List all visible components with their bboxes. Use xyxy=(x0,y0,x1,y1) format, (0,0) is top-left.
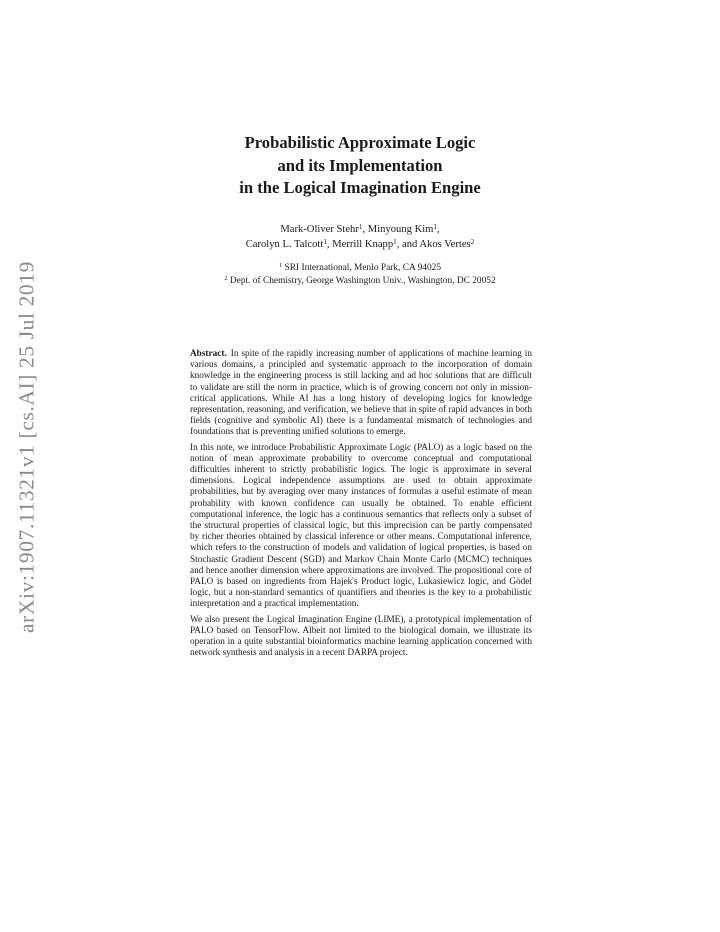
affiliation-mark: 1 xyxy=(393,237,397,246)
paper-title xyxy=(160,132,560,200)
affiliation-text: SRI International, Menlo Park, CA 94025 xyxy=(284,263,442,273)
author-separator: , xyxy=(326,238,333,250)
affiliation-list xyxy=(150,262,570,288)
affiliation-mark: 1 xyxy=(358,222,363,231)
affiliation-mark: 1 xyxy=(278,262,283,270)
abstract-heading: Abstract. xyxy=(190,349,227,359)
author-name: Merrill Knapp xyxy=(332,238,394,250)
abstract-paragraph: In this note, we introduce Probabilistic Approximate Logic (PALO) as a logic based on the notion of mean approximate probability to overcome conceptual and computational difficulties inherent to strictly probabilistic logics. The logic is approximate in several dimensions. Logical independence assumptions are used to obtain approximate probabilities, but by averaging over many instances of formulas a useful estimate of mean probability with known confidence can usually be obtained. To enable efficient computational inference, the logic has a continuous semantics that reflects only a subset of the structural properties of classical logic, but this imprecision can be partly compensated by richer theories obtained by classical inference or other means. Computational inference, which refers to the construction of models and validation of logical properties, is based on Stochastic Gradient Descent (SGD) and Markov Chain Monte Carlo (MCMC) techniques and hence another dimension where approximations are involved. The propositional core of PALO is based on ingredients from Hajek's Product logic, Lukasiewicz logic, and Gödel logic, but a non-standard semantics of quantifiers and theories is the key to a probabilistic interpretation and a practical implementation. xyxy=(190,442,532,610)
author-name: Minyoung Kim xyxy=(367,224,434,235)
affiliation-text: Dept. of Chemistry, George Washington Univ., Washington, DC 20052 xyxy=(229,276,496,286)
author-name: Akos Vertes xyxy=(419,238,471,250)
arxiv-identifier-text: arXiv:1907.11321v1 [cs.AI] 25 Jul 2019 xyxy=(14,261,39,633)
abstract xyxy=(190,349,532,659)
arxiv-identifier-stamp xyxy=(12,262,42,632)
author-list xyxy=(150,223,570,252)
affiliation xyxy=(150,262,570,275)
author-line xyxy=(150,238,570,253)
author-separator: , xyxy=(437,224,440,235)
author-name: Mark-Oliver Stehr xyxy=(280,224,359,235)
abstract-paragraph: We also present the Logical Imagination Engine (LIME), a prototypical implementation of PALO based on TensorFlow. Albeit not limited to the biological domain, we illustrate its operation in a quite substantial bioinformatics machine learning application concerned with network synthesis and analysis in a recent DARPA project. xyxy=(190,614,532,659)
title-line: Probabilistic Approximate Logic xyxy=(244,133,476,152)
affiliation-mark: 2 xyxy=(224,275,228,283)
author-line xyxy=(150,223,570,238)
author-separator: , xyxy=(362,224,368,235)
author-name: Carolyn L. Talcott xyxy=(245,238,324,250)
abstract-paragraph xyxy=(190,349,532,439)
affiliation-mark: 1 xyxy=(323,237,327,246)
affiliation-mark: 2 xyxy=(470,237,475,246)
abstract-paragraph-text: In spite of the rapidly increasing number of applications of machine learning in various domains, a principled and systematic approach to the incorporation of domain knowledge in the engineering process is still lacking and ad hoc solutions that are difficult to validate are still the norm in practice, which is of growing concern not only in mission-critical applications. While AI has a long history of developing logics for knowledge representation, reasoning, and verification, we believe that in spite of rapid advances in both fields (cognitive and symbolic AI) there is a fundamental mismatch of technologies and foundations that is preventing unified solutions to emerge. xyxy=(190,349,532,438)
affiliation-mark: 1 xyxy=(433,222,438,231)
title-line: in the Logical Imagination Engine xyxy=(239,178,481,197)
author-separator: , and xyxy=(396,238,420,250)
title-line: and its Implementation xyxy=(277,155,443,175)
affiliation xyxy=(150,275,570,288)
